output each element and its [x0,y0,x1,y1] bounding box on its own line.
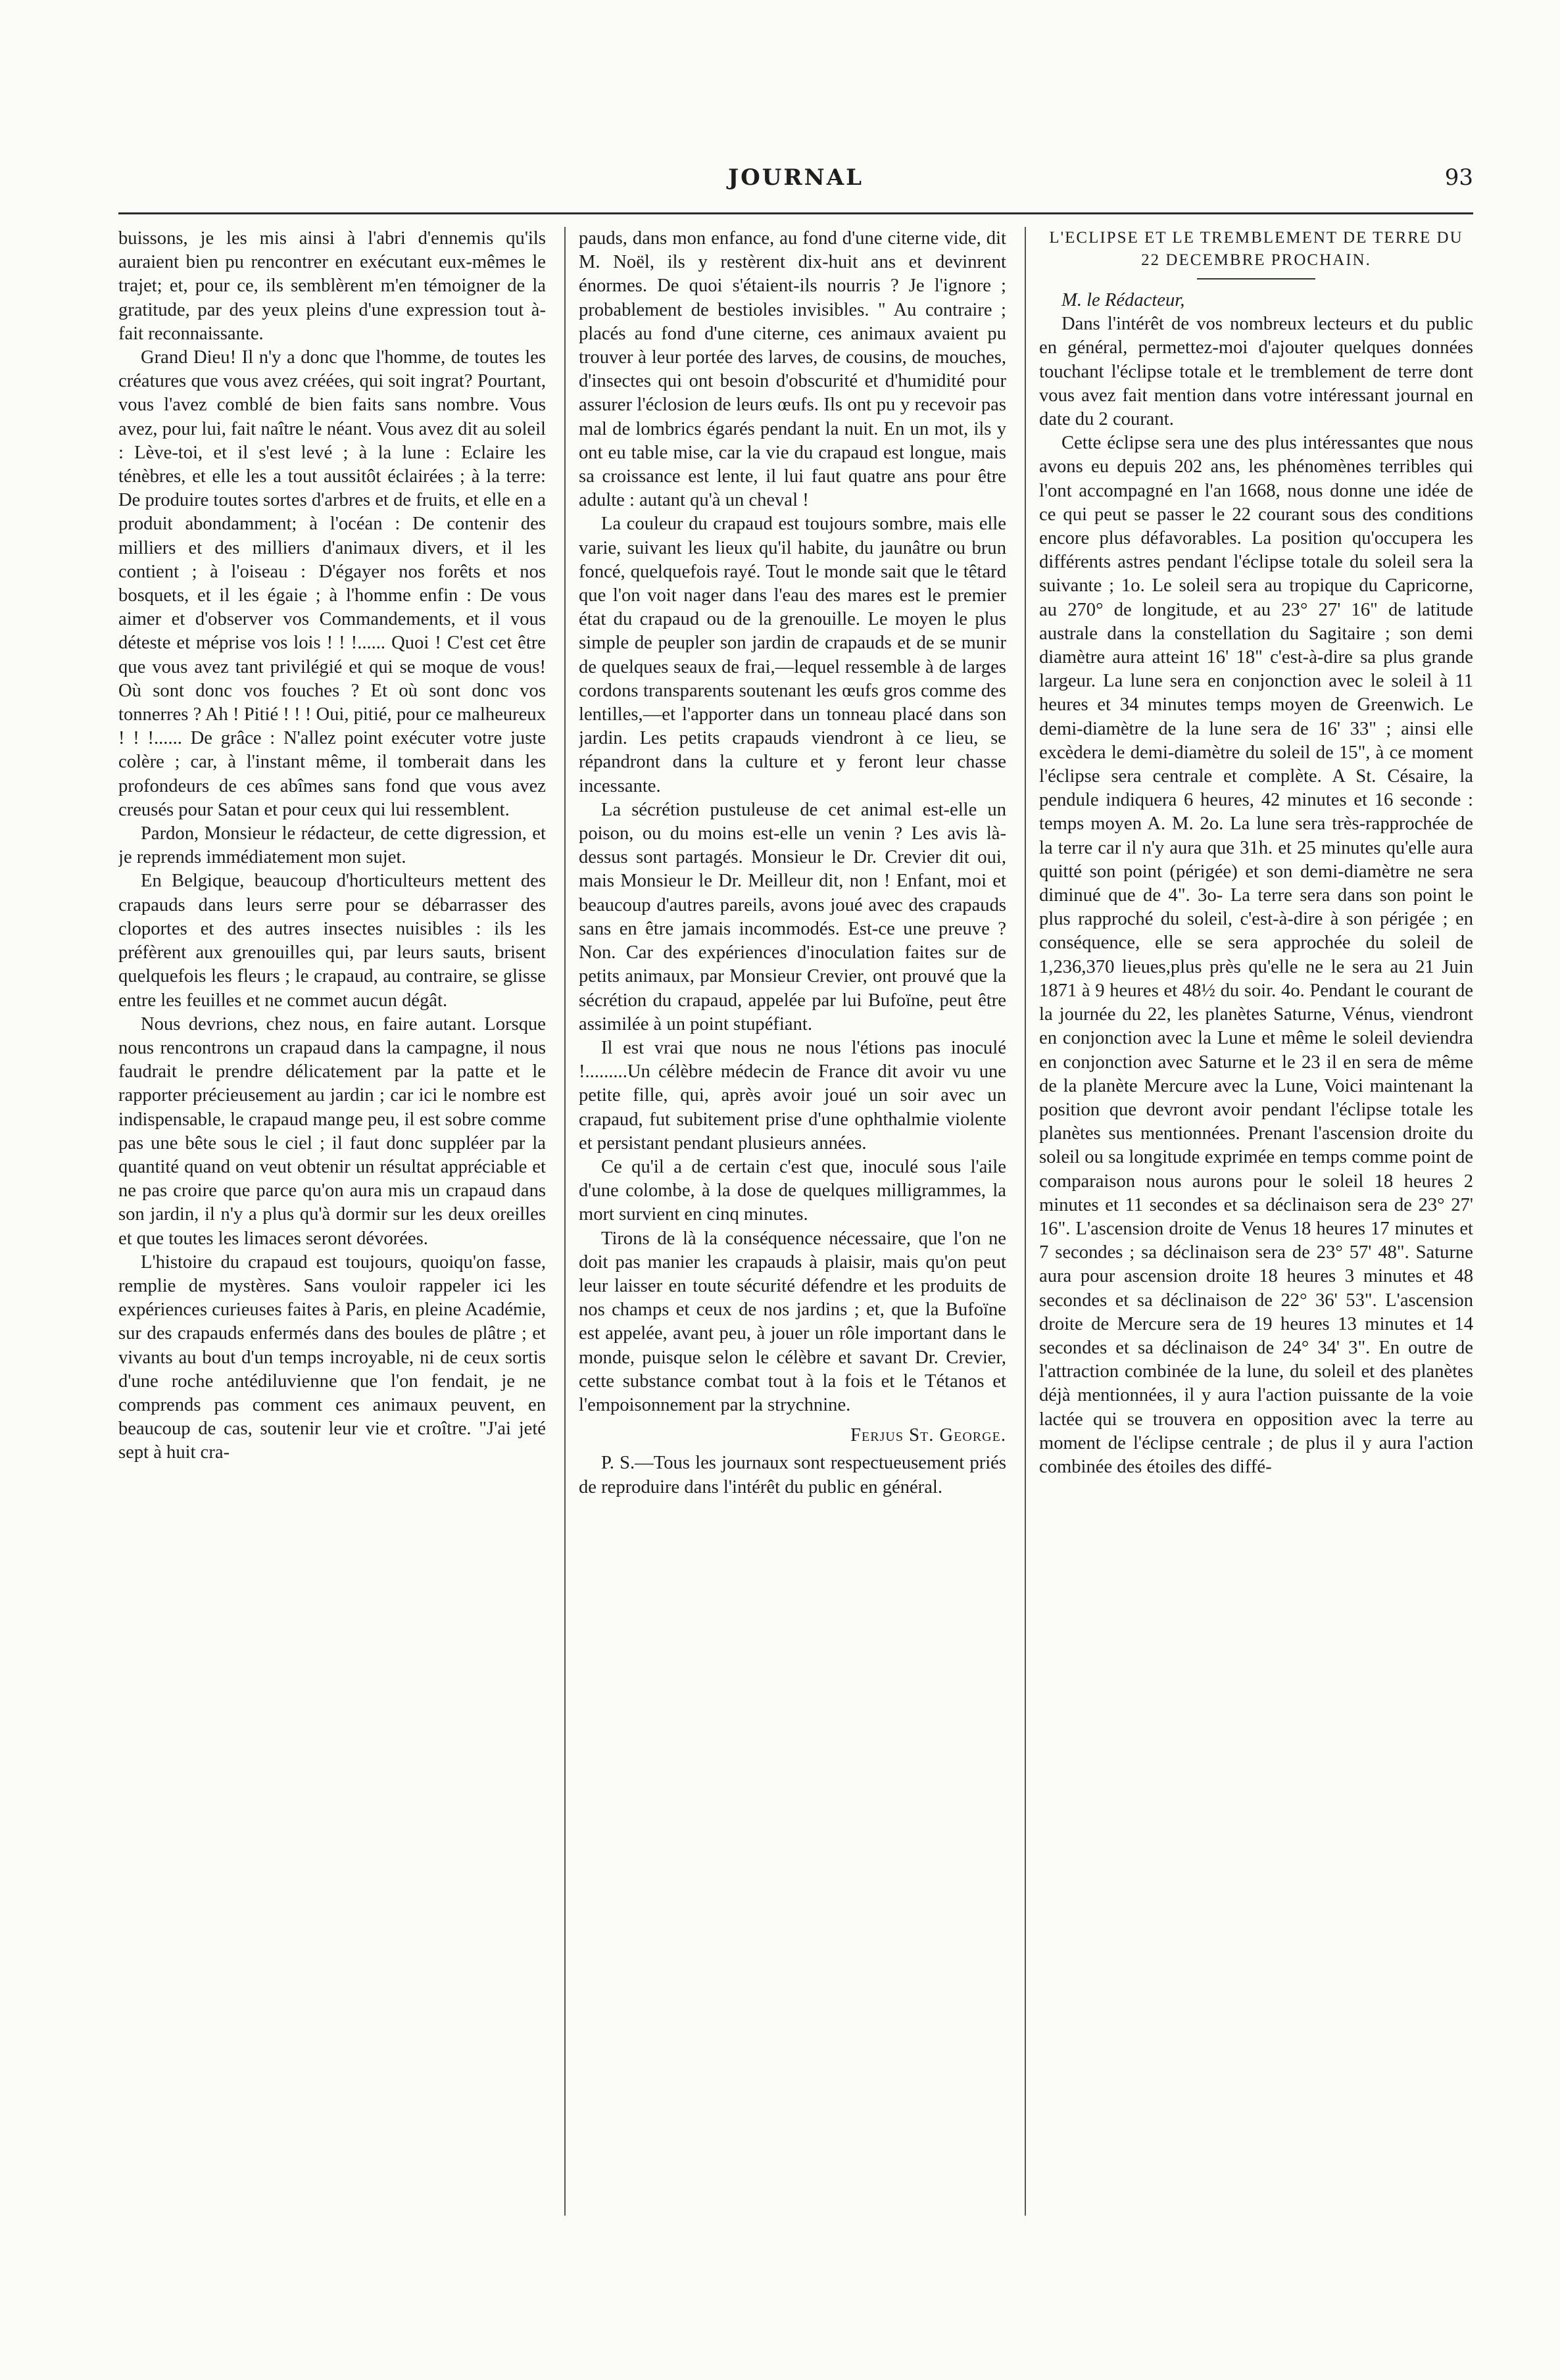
paragraph: buissons, je les mis ainsi à l'abri d'ennemis qu'ils auraient bien pu rencontrer en exécutant eux-mêmes le trajet; et, pour ce, ils semblèrent m'en témoigner de la gratitude, par des yeux pleins d'une expression tout à-fait reconnaissante. [118,228,546,344]
salutation: M. le Rédacteur, [1061,290,1185,310]
column-2 [579,227,1006,2216]
paragraph: L'histoire du crapaud est toujours, quoiqu'on fasse, remplie de mystères. Sans vouloir rappeler ici les expériences curieuses faites à Paris, en pleine Académie, sur des crapauds enfermés dans des boules de plâtre ; et vivants au bout d'un temps incroyable, ni de ceux sortis d'une roche antédiluvienne que l'on fendait, je ne comprends pas comment ces animaux peuvent, en beaucoup de cas, soutenir leur vie et croître. "J'ai jeté sept à huit cra- [118,1251,546,1463]
header-rule [118,212,1473,214]
column-1 [118,227,546,2216]
column-3 [1039,227,1473,2216]
paragraph: Cette éclipse sera une des plus intéressantes que nous avons eu depuis 202 ans, les phénomènes terribles qui l'ont accompagné en l'an 1668, nous donne une idée de ce qui peut se passer le 22 courant sous des conditions encore plus défavorables. La position qu'occupera les différents astres pendant l'éclipse totale du soleil sera la suivante ; 1o. Le soleil sera au tropique du Capricorne, au 270° de longitude, et au 23° 27' 16" de latitude australe dans la constellation du Sagitaire ; son demi diamètre aura atteint 16' 18" c'est-à-dire sa plus grande largeur. La lune sera en conjonction avec le soleil à 11 heures et 34 minutes temps moyen de Greenwich. Le demi-diamètre de la lune sera de 16' 33" ; ainsi elle excèdera le demi-diamètre du soleil de 15", à ce moment l'éclipse sera centrale et complète. A St. Césaire, la pendule indiquera 6 heures, 42 minutes et 16 seconde : temps moyen A. M. 2o. La lune sera très-rapprochée de la terre car il n'y aura que 31h. et 25 minutes qu'elle aura quitté son point (périgée) et son demi-diamètre ne sera diminué que de 4". 3o- La terre sera dans son point le plus rapproché du soleil, c'est-à-dire à son périgée ; en conséquence, elle se sera approchée du soleil de 1,236,370 lieues,plus près qu'elle ne le sera au 21 Juin 1871 à 9 heures et 48½ du soir. 4o. Pendant le courant de la journée du 22, les planètes Saturne, Vénus, viendront en conjonction avec la Lune et même le soleil deviendra en conjonction avec Saturne et le 23 il en sera de même de la planète Mercure avec la Lune, Voici maintenant la position que devront avoir pendant l'éclipse totale les planètes sus mentionnées. Prenant l'ascension droite du soleil ou sa longitude exprimée en temps comme point de comparaison nous aurons pour le soleil 18 heures 2 minutes et 11 secondes et sa déclinaison sera de 23° 27' 16". L'ascension droite de Venus 18 heures 17 minutes et 7 secondes ; sa déclinaison sera de 23° 57' 48". Saturne aura pour ascension droite 18 heures 3 minutes et 48 secondes et sa déclinaison de 22° 36' 53". L'ascension droite de Mercure sera de 19 heures 13 minutes et 14 secondes et sa déclinaison de 24° 34' 3". En outre de l'attraction combinée de la lune, du soleil et des planètes déjà mentionnées, il y aura l'action puissante de la voie lactée qui se trouvera en opposition avec la terre au moment de l'éclipse centrale ; de plus il y aura l'action combinée des étoiles des diffé- [1039,433,1473,1477]
paragraph: Ce qu'il a de certain c'est que, inoculé sous l'aile d'une colombe, à la dose de quelques milligrammes, la mort survient en cinq minutes. [579,1156,1006,1225]
article-title: L'ECLIPSE ET LE TREMBLEMENT DE TERRE DU 22 DECEMBRE PROCHAIN. [1049,229,1463,269]
title-rule [1197,278,1315,279]
postscript: P. S.—Tous les journaux sont respectueusement priés de reproduire dans l'intérêt du public en général. [579,1453,1006,1497]
column-divider [564,227,566,2216]
paragraph: En Belgique, beaucoup d'horticulteurs mettent des crapauds dans leurs serre pour se débarrasser des cloportes et des autres insectes nuisibles : ils les préfèrent aux grenouilles qui, par leurs sauts, brisent quelquefois les fleurs ; le crapaud, au contraire, se glisse entre les feuilles et ne commet aucun dégât. [118,871,546,1011]
page-header [118,164,1473,204]
column-divider [1025,227,1026,2216]
paragraph: Pardon, Monsieur le rédacteur, de cette digression, et je reprends immédiatement mon sujet. [118,823,546,868]
paragraph: pauds, dans mon enfance, au fond d'une citerne vide, dit M. Noël, ils y restèrent dix-huit ans et devinrent énormes. De quoi s'étaient-ils nourris ? Je l'ignore ; probablement de bestioles invisibles. " Au contraire ; placés au fond d'une citerne, ces animaux avaient pu trouver à leur portée des larves, de cousins, de mouches, d'insectes qui ont besoin d'obscurité et d'humidité pour assurer l'éclosion de leurs œufs. Ils ont pu y recevoir pas mal de lombrics égarés pendant la nuit. En un mot, ils y ont eu table mise, car la vie du crapaud est longue, mais sa croissance est lente, il lui faut quatre ans pour être adulte : autant qu'à un cheval ! [579,228,1006,511]
paragraph: La sécrétion pustuleuse de cet animal est-elle un poison, ou du moins est-elle un venin ? Les avis là-dessus sont partagés. Monsieur le Dr. Crevier dit oui, mais Monsieur le Dr. Meilleur dit, non ! Enfant, moi et beaucoup d'autres pareils, avons joué avec des crapauds sans en être jamais incommodés. Est-ce une preuve ? Non. Car des expériences d'inoculation faites sur de petits animaux, par Monsieur Crevier, ont prouvé que la sécrétion du crapaud, appelée par lui Bufoïne, peut être assimilée à un point stupéfiant. [579,799,1006,1034]
paragraph: Grand Dieu! Il n'y a donc que l'homme, de toutes les créatures que vous avez créées, qui soit ingrat? Pourtant, vous l'avez comblé de bien faits sans nombre. Vous avez, pour lui, fait naître le néant. Vous avez dit au soleil : Lève-toi, et il s'est levé ; à la lune : Eclaire les ténèbres, et elle les a tout aussitôt éclairées ; à la terre: De produire toutes sortes d'arbres et de fruits, et elle en a produit abondamment; à l'océan : De contenir des milliers et des milliers d'animaux divers, et il les contient ; à l'oiseau : D'égayer nos forêts et nos bosquets, et il les égaie ; à l'homme enfin : De vous aimer et d'observer vos Commandements, et il vous déteste et méprise vos lois ! ! !...... Quoi ! C'est cet être que vous avez tant privilégié et qui se moque de vous! Où sont donc vos fouches ? Et où sont donc vos tonnerres ? Ah ! Pitié ! ! ! Oui, pitié, pour ce malheureux ! ! !...... De grâce : N'allez point exécuter votre juste colère ; car, à l'instant même, il tomberait dans les profondeurs de ces abîmes sans fond que vous avez creusés pour Satan et pour ceux qui lui ressemblent. [118,347,546,820]
author-signature: Ferjus St. George. [850,1425,1006,1446]
paragraph: Il est vrai que nous ne nous l'étions pas inoculé !.........Un célèbre médecin de France dit avoir vu une petite fille, qui, après avoir joué un soir avec un crapaud, fut subitement prise d'une ophthalmie violente et persistant pendant plusieurs années. [579,1037,1006,1154]
paragraph: Tirons de là la conséquence nécessaire, que l'on ne doit pas manier les crapauds à plaisir, mais qu'on peut leur laisser en toute sécurité défendre et les produits de nos champs et ceux de nos jardins ; et, que la Bufoïne est appelée, avant peu, à jouer un rôle important dans le monde, puisque selon le célèbre et savant Dr. Crevier, cette substance combat tout à la fois et le Tétanos et l'empoisonnement par la strychnine. [579,1228,1006,1415]
paragraph: La couleur du crapaud est toujours sombre, mais elle varie, suivant les lieux qu'il habite, du jaunâtre ou brun foncé, quelquefois rayé. Tout le monde sait que le têtard que l'on voit nager dans l'eau des mares est le premier état du crapaud ou de la grenouille. Le moyen le plus simple de peupler son jardin de crapauds et de se munir de quelques seaux de frai,—lequel ressemble à de larges cordons transparents soutenant les œufs gros comme des lentilles,—et l'apporter dans un tonneau placé dans son jardin. Les petits crapauds viendront à ce lieu, se répandront dans la culture et y feront leur chasse incessante. [579,514,1006,796]
page-number: 93 [1444,164,1473,191]
paragraph: Nous devrions, chez nous, en faire autant. Lorsque nous rencontrons un crapaud dans la campagne, il nous faudrait le prendre délicatement par la patte et le rapporter précieusement au jardin ; car ici le nombre est indispensable, le crapaud mange peu, il est sobre comme pas une bête sous le ciel ; il faut donc suppléer par la quantité quand on veut obtenir un résultat appréciable et ne pas croire que parce qu'on aura mis un crapaud dans son jardin, il n'y a plus qu'à dormir sur les deux oreilles et que toutes les limaces seront dévorées. [118,1013,546,1249]
journal-title: JOURNAL [728,164,864,191]
paragraph: Dans l'intérêt de vos nombreux lecteurs et du public en général, permettez-moi d'ajouter quelques données touchant l'éclipse totale et le tremblement de terre dont vous avez fait mention dans votre intéressant journal en date du 2 courant. [1039,314,1473,430]
